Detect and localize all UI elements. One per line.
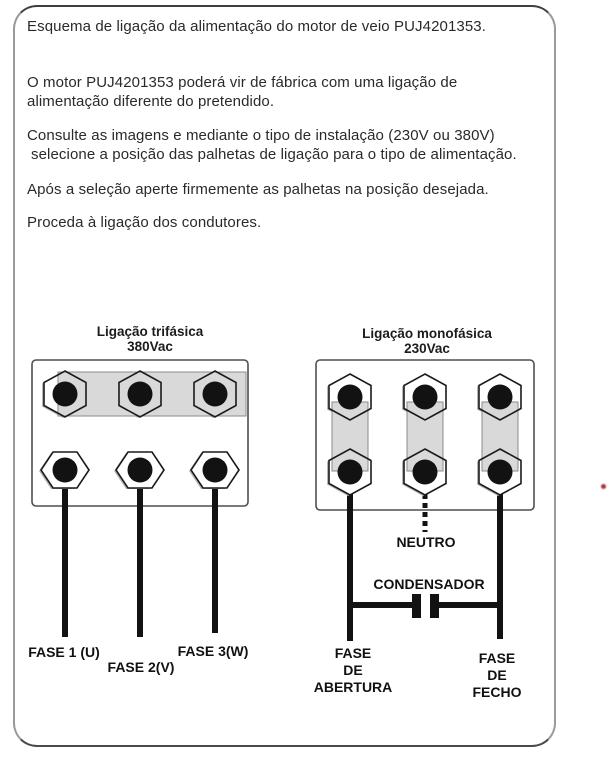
single-phase-title-line: Ligação monofásica <box>362 326 492 341</box>
label-line: ABERTURA <box>313 679 393 695</box>
capacitor-plate-right <box>430 594 439 618</box>
label-line: FASE <box>478 650 516 666</box>
label-neutro: NEUTRO <box>396 534 456 550</box>
wire-fase1 <box>62 470 68 637</box>
red-artifact-dot <box>601 484 606 489</box>
capacitor-symbol-icon <box>350 594 501 618</box>
capacitor-lead-right <box>439 602 501 608</box>
terminal-screw-icon <box>488 385 513 410</box>
terminal-screw-icon <box>338 460 363 485</box>
label-fase3: FASE 3(W) <box>177 643 249 659</box>
terminal-screw-icon <box>488 460 513 485</box>
intro-text: selecione a posição das palhetas de ligação para o tipo de alimentação. <box>31 146 517 163</box>
three-phase-voltage: 380Vac <box>127 339 173 354</box>
capacitor-lead-left <box>350 602 412 608</box>
wire-abertura <box>347 473 353 641</box>
intro-text: Consulte as imagens e mediante o tipo de instalação (230V ou 380V) <box>27 127 495 144</box>
intro-text: Esquema de ligação da alimentação do motor de veio PUJ4201353. <box>27 18 486 35</box>
terminal-screw-icon <box>338 385 363 410</box>
terminal-screw-icon <box>413 460 438 485</box>
label-fase-fecho <box>427 650 567 701</box>
label-fase1: FASE 1 (U) <box>28 644 100 660</box>
label-line: DE <box>487 667 507 683</box>
label-line: DE <box>343 662 363 678</box>
wire-fase2 <box>137 470 143 637</box>
single-phase-terminal-block <box>316 360 534 641</box>
terminal-screw-icon <box>413 385 438 410</box>
intro-paragraph-1 <box>27 17 542 36</box>
terminal-screw-icon <box>128 382 153 407</box>
single-phase-voltage: 230Vac <box>404 341 450 356</box>
terminal-screw-icon <box>53 382 78 407</box>
terminal-screw-icon <box>53 458 78 483</box>
terminal-screw-icon <box>203 458 228 483</box>
wire-fase3 <box>212 470 218 633</box>
wire-fecho <box>497 473 503 639</box>
label-fase-abertura <box>283 645 423 696</box>
three-phase-terminal-block <box>32 360 248 637</box>
label-line: FECHO <box>472 684 522 700</box>
intro-paragraph-2 <box>27 73 542 111</box>
intro-text: alimentação diferente do pretendido. <box>27 93 275 110</box>
intro-paragraph-5 <box>27 213 542 232</box>
terminal-screw-icon <box>203 382 228 407</box>
intro-paragraph-4 <box>27 180 542 199</box>
intro-text: Proceda à ligação dos condutores. <box>27 214 262 231</box>
label-line: FASE <box>334 645 372 661</box>
intro-paragraph-3 <box>27 126 542 164</box>
three-phase-title-line: Ligação trifásica <box>96 324 204 339</box>
label-condensador: CONDENSADOR <box>373 576 485 592</box>
intro-text: O motor PUJ4201353 poderá vir de fábrica com uma ligação de <box>27 74 458 91</box>
intro-text: Após a seleção aperte firmemente as palhetas na posição desejada. <box>27 181 489 198</box>
label-fase2: FASE 2(V) <box>107 659 175 675</box>
terminal-screw-icon <box>128 458 153 483</box>
capacitor-plate-left <box>412 594 421 618</box>
